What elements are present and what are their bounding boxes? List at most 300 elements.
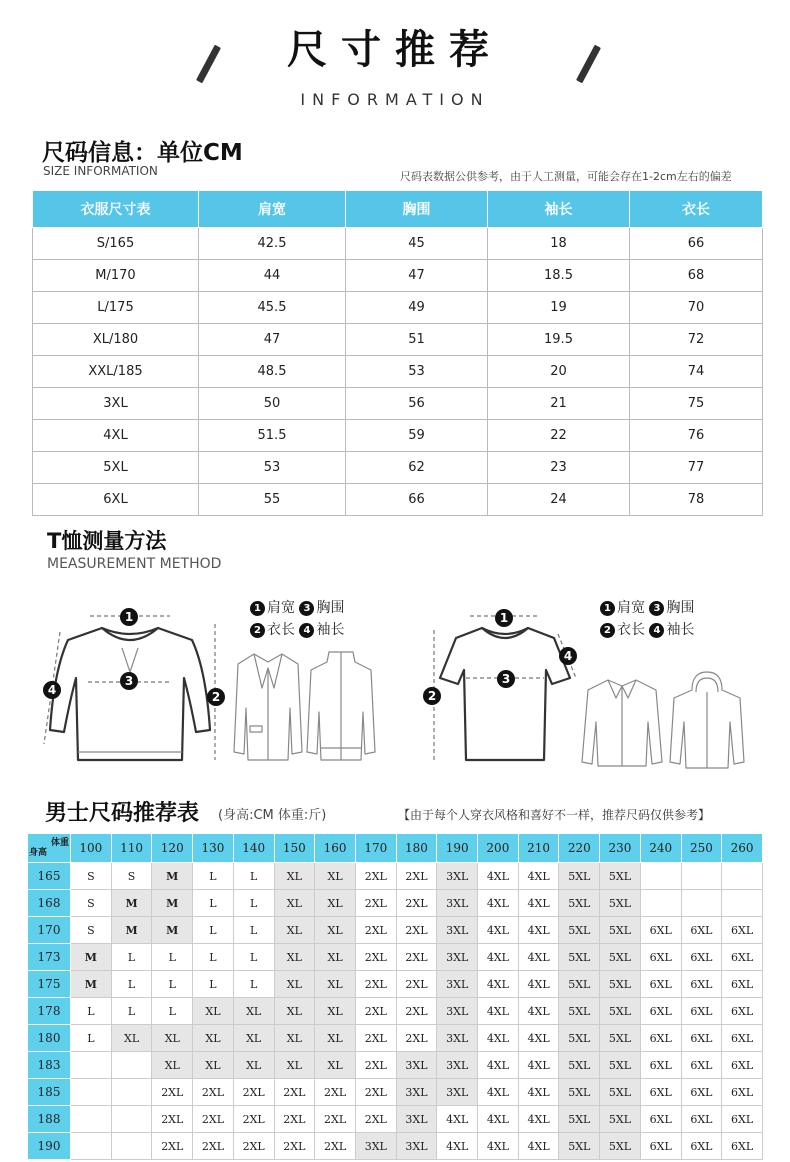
height-header: 178 — [28, 998, 71, 1025]
weight-header: 220 — [559, 834, 600, 863]
size-recommend-cell: 2XL — [233, 1079, 274, 1106]
table-row — [33, 292, 763, 324]
weight-header: 210 — [518, 834, 559, 863]
jacket-sketch — [232, 648, 304, 763]
size-recommend-cell: XL — [315, 917, 356, 944]
badge-chest-tshirt: 3 — [497, 670, 515, 688]
measurement-title-en: MEASUREMENT METHOD — [47, 556, 222, 572]
size-recommend-cell: S — [71, 917, 112, 944]
size-recommend-cell: XL — [274, 998, 315, 1025]
size-recommend-cell: 3XL — [396, 1106, 437, 1133]
legend-right: 1 肩宽 3 胸围 2 衣长 4 袖长 — [600, 597, 694, 641]
size-recommend-cell: 2XL — [355, 944, 396, 971]
size-recommend-cell: 2XL — [355, 890, 396, 917]
size-recommend-cell: 5XL — [559, 863, 600, 890]
size-cell: 66 — [346, 484, 488, 516]
weight-header: 190 — [437, 834, 478, 863]
size-recommend-cell: 4XL — [518, 971, 559, 998]
badge-shoulder-tshirt: 1 — [495, 609, 513, 627]
corner-header — [28, 834, 71, 863]
size-recommend-cell: 6XL — [681, 1052, 722, 1079]
size-recommend-cell: L — [233, 971, 274, 998]
weight-header: 260 — [722, 834, 763, 863]
weight-header: 160 — [315, 834, 356, 863]
size-recommend-cell: 5XL — [559, 1106, 600, 1133]
recommend-table-header — [28, 834, 763, 863]
size-recommend-cell — [681, 890, 722, 917]
size-recommend-cell: 5XL — [600, 890, 641, 917]
size-cell: 5XL — [33, 452, 199, 484]
size-recommend-cell — [111, 1052, 152, 1079]
table-row — [28, 971, 763, 998]
height-header: 190 — [28, 1133, 71, 1160]
size-recommend-cell: XL — [233, 1025, 274, 1052]
size-cell: 74 — [630, 356, 763, 388]
size-recommend-cell: 5XL — [600, 1106, 641, 1133]
table-row — [33, 356, 763, 388]
size-recommend-cell: 2XL — [396, 1025, 437, 1052]
size-recommend-cell: M — [71, 971, 112, 998]
size-recommend-cell: 2XL — [274, 1106, 315, 1133]
size-recommend-cell: 6XL — [722, 1025, 763, 1052]
weight-header: 110 — [111, 834, 152, 863]
size-recommend-cell: 2XL — [355, 917, 396, 944]
weight-header: 250 — [681, 834, 722, 863]
size-recommend-cell: 2XL — [355, 998, 396, 1025]
size-recommend-cell — [71, 1079, 112, 1106]
size-recommend-cell: 2XL — [355, 1052, 396, 1079]
recommend-note: 【由于每个人穿衣风格和喜好不一样，推荐尺码仅供参考】 — [398, 808, 711, 822]
size-recommend-cell: L — [111, 971, 152, 998]
size-recommend-cell — [71, 1106, 112, 1133]
size-recommend-cell: S — [111, 863, 152, 890]
size-cell: XXL/185 — [33, 356, 199, 388]
size-recommend-cell: S — [71, 890, 112, 917]
size-recommend-cell: S — [71, 863, 112, 890]
size-recommend-cell: 5XL — [559, 890, 600, 917]
recommend-title: 男士尺码推荐表 — [45, 801, 200, 826]
page-subtitle: INFORMATION — [300, 90, 490, 109]
size-recommend-cell: 2XL — [315, 1079, 356, 1106]
size-recommend-cell: L — [193, 890, 234, 917]
size-recommend-cell: 2XL — [152, 1079, 193, 1106]
size-recommend-cell: 6XL — [722, 1133, 763, 1160]
measurement-title: T恤测量方法 — [47, 529, 167, 553]
size-recommend-cell: XL — [315, 1025, 356, 1052]
size-recommend-cell: M — [71, 944, 112, 971]
size-recommend-cell: 6XL — [722, 971, 763, 998]
height-header: 173 — [28, 944, 71, 971]
size-recommend-cell: 4XL — [518, 863, 559, 890]
size-recommend-cell: L — [152, 971, 193, 998]
size-cell: 55 — [199, 484, 346, 516]
size-recommend-cell: 6XL — [681, 917, 722, 944]
size-recommend-cell: 2XL — [396, 944, 437, 971]
size-recommend-cell — [722, 863, 763, 890]
size-recommend-cell: 6XL — [722, 1079, 763, 1106]
table-row — [28, 1079, 763, 1106]
size-recommend-cell: 3XL — [396, 1133, 437, 1160]
size-recommend-cell: 6XL — [681, 998, 722, 1025]
size-recommend-cell: L — [111, 998, 152, 1025]
size-recommend-cell: 4XL — [518, 1025, 559, 1052]
size-recommend-cell: XL — [315, 971, 356, 998]
size-cell: 47 — [199, 324, 346, 356]
size-recommend-cell — [640, 890, 681, 917]
size-recommend-cell: 6XL — [681, 1133, 722, 1160]
size-recommend-cell: M — [111, 917, 152, 944]
table-row — [28, 1052, 763, 1079]
size-recommend-cell: 2XL — [152, 1106, 193, 1133]
size-recommend-cell: XL — [315, 863, 356, 890]
size-recommend-cell: 6XL — [640, 944, 681, 971]
size-recommend-cell: 3XL — [396, 1079, 437, 1106]
size-recommend-cell: 3XL — [437, 863, 478, 890]
size-cell: 21 — [488, 388, 630, 420]
size-col-header: 袖长 — [488, 191, 630, 228]
size-recommend-cell: L — [111, 944, 152, 971]
size-recommend-cell: 2XL — [355, 1079, 396, 1106]
size-cell: 68 — [630, 260, 763, 292]
size-recommend-cell: 4XL — [518, 1133, 559, 1160]
size-recommend-cell: 3XL — [437, 1079, 478, 1106]
size-recommend-cell: 3XL — [396, 1052, 437, 1079]
size-recommend-cell: L — [193, 944, 234, 971]
table-row — [28, 1025, 763, 1052]
size-recommend-cell: L — [233, 944, 274, 971]
size-recommend-cell: 5XL — [559, 971, 600, 998]
size-cell: 3XL — [33, 388, 199, 420]
weight-header: 240 — [640, 834, 681, 863]
size-recommend-cell: XL — [274, 1052, 315, 1079]
hoodie-sketch — [668, 670, 746, 770]
size-recommend-cell: XL — [274, 1025, 315, 1052]
badge-length-tshirt: 2 — [423, 687, 441, 705]
size-cell: M/170 — [33, 260, 199, 292]
size-recommend-cell: XL — [315, 890, 356, 917]
size-recommend-cell — [640, 863, 681, 890]
size-recommend-cell: 2XL — [193, 1079, 234, 1106]
recommend-table — [27, 833, 763, 1160]
size-recommend-cell: 5XL — [559, 1025, 600, 1052]
size-recommend-cell: 2XL — [233, 1106, 274, 1133]
size-cell: 20 — [488, 356, 630, 388]
size-recommend-cell: 4XL — [518, 1052, 559, 1079]
size-recommend-cell — [111, 1106, 152, 1133]
size-recommend-cell: XL — [315, 998, 356, 1025]
weight-header: 130 — [193, 834, 234, 863]
shirt-sketch — [580, 676, 665, 768]
size-recommend-cell: L — [152, 944, 193, 971]
badge-sleeve-tshirt: 4 — [559, 647, 577, 665]
size-recommend-cell: 6XL — [640, 1079, 681, 1106]
zip-jacket-sketch — [305, 648, 377, 763]
height-header: 168 — [28, 890, 71, 917]
size-recommend-cell: 4XL — [478, 1052, 519, 1079]
size-recommend-cell: 2XL — [396, 917, 437, 944]
height-header: 165 — [28, 863, 71, 890]
size-recommend-cell: 4XL — [518, 1106, 559, 1133]
size-recommend-cell: 5XL — [559, 917, 600, 944]
size-recommend-cell: 6XL — [681, 1106, 722, 1133]
size-recommend-cell: 2XL — [355, 1106, 396, 1133]
size-recommend-cell — [71, 1052, 112, 1079]
size-cell: 72 — [630, 324, 763, 356]
size-recommend-cell — [111, 1133, 152, 1160]
weight-header: 140 — [233, 834, 274, 863]
badge-chest: 3 — [120, 672, 138, 690]
size-recommend-cell: 4XL — [437, 1106, 478, 1133]
size-recommend-cell: 2XL — [396, 863, 437, 890]
size-info-title-en: SIZE INFORMATION — [43, 164, 158, 178]
size-recommend-cell: L — [193, 971, 234, 998]
table-row — [33, 484, 763, 516]
size-recommend-cell: XL — [193, 1025, 234, 1052]
size-recommend-cell: 3XL — [437, 998, 478, 1025]
size-recommend-cell: 6XL — [722, 998, 763, 1025]
size-recommend-cell: 2XL — [396, 971, 437, 998]
size-recommend-cell: 5XL — [559, 1133, 600, 1160]
size-recommend-cell: XL — [274, 890, 315, 917]
size-recommend-cell: 3XL — [437, 890, 478, 917]
size-recommend-cell: L — [233, 863, 274, 890]
size-cell: 48.5 — [199, 356, 346, 388]
size-recommend-cell — [111, 1079, 152, 1106]
size-recommend-cell: L — [233, 917, 274, 944]
size-recommend-cell: L — [71, 998, 112, 1025]
table-row — [33, 228, 763, 260]
size-recommend-cell: 6XL — [722, 1052, 763, 1079]
weight-header: 170 — [355, 834, 396, 863]
size-info-title: 尺码信息：单位CM — [42, 140, 243, 166]
size-recommend-cell: 2XL — [355, 971, 396, 998]
size-col-header: 胸围 — [346, 191, 488, 228]
table-row — [28, 890, 763, 917]
size-cell: 4XL — [33, 420, 199, 452]
size-recommend-cell: M — [152, 863, 193, 890]
size-recommend-cell: XL — [111, 1025, 152, 1052]
size-recommend-cell: 4XL — [518, 890, 559, 917]
height-header: 183 — [28, 1052, 71, 1079]
size-recommend-cell: 2XL — [274, 1133, 315, 1160]
size-recommend-cell — [681, 863, 722, 890]
height-header: 188 — [28, 1106, 71, 1133]
size-cell: 19 — [488, 292, 630, 324]
size-cell: 47 — [346, 260, 488, 292]
size-recommend-cell: 3XL — [355, 1133, 396, 1160]
size-recommend-cell: 4XL — [478, 1079, 519, 1106]
badge-shoulder: 1 — [120, 608, 138, 626]
size-recommend-cell: XL — [193, 998, 234, 1025]
size-recommend-cell: 4XL — [478, 944, 519, 971]
size-cell: 53 — [199, 452, 346, 484]
size-cell: 18 — [488, 228, 630, 260]
table-row — [33, 388, 763, 420]
size-recommend-cell: 5XL — [559, 1052, 600, 1079]
corner-weight-label: 体重 — [50, 838, 69, 848]
table-row — [28, 863, 763, 890]
size-recommend-cell: M — [152, 917, 193, 944]
size-recommend-cell: L — [152, 998, 193, 1025]
size-cell: 76 — [630, 420, 763, 452]
size-cell: L/175 — [33, 292, 199, 324]
table-row — [33, 324, 763, 356]
size-cell: XL/180 — [33, 324, 199, 356]
size-recommend-cell: 5XL — [600, 917, 641, 944]
table-row — [33, 452, 763, 484]
size-cell: 78 — [630, 484, 763, 516]
size-recommend-cell: 2XL — [152, 1133, 193, 1160]
badge-length: 2 — [207, 688, 225, 706]
size-cell: 51 — [346, 324, 488, 356]
size-info-note: 尺码表数据公供参考，由于人工测量，可能会存在1-2cm左右的偏差 — [400, 170, 732, 183]
size-cell: 42.5 — [199, 228, 346, 260]
size-recommend-cell: 4XL — [478, 863, 519, 890]
size-recommend-cell: 4XL — [478, 1025, 519, 1052]
table-row — [28, 1106, 763, 1133]
size-cell: 19.5 — [488, 324, 630, 356]
height-header: 185 — [28, 1079, 71, 1106]
size-cell: 24 — [488, 484, 630, 516]
size-recommend-cell: 6XL — [640, 971, 681, 998]
size-recommend-cell: 2XL — [274, 1079, 315, 1106]
size-recommend-cell: 6XL — [640, 917, 681, 944]
size-cell: 23 — [488, 452, 630, 484]
recommend-units: (身高:CM 体重:斤) — [218, 808, 327, 823]
corner-height-label: 身高 — [29, 848, 48, 858]
size-cell: 70 — [630, 292, 763, 324]
size-cell: 50 — [199, 388, 346, 420]
size-recommend-cell: 3XL — [437, 917, 478, 944]
size-recommend-cell: 4XL — [478, 1106, 519, 1133]
size-recommend-cell: 5XL — [600, 1079, 641, 1106]
size-recommend-cell: 2XL — [355, 1025, 396, 1052]
size-recommend-cell: 5XL — [559, 1079, 600, 1106]
size-recommend-cell: 4XL — [478, 971, 519, 998]
weight-header: 230 — [600, 834, 641, 863]
size-recommend-cell: 6XL — [722, 944, 763, 971]
size-recommend-cell: XL — [152, 1025, 193, 1052]
size-recommend-cell: 5XL — [600, 971, 641, 998]
size-cell: 62 — [346, 452, 488, 484]
size-recommend-cell: 4XL — [478, 917, 519, 944]
size-recommend-cell: XL — [274, 944, 315, 971]
size-recommend-cell: L — [193, 863, 234, 890]
size-recommend-cell: 5XL — [600, 944, 641, 971]
size-recommend-cell: 6XL — [640, 998, 681, 1025]
size-cell: 22 — [488, 420, 630, 452]
size-cell: 75 — [630, 388, 763, 420]
size-recommend-cell: 2XL — [396, 998, 437, 1025]
size-recommend-cell: L — [193, 917, 234, 944]
size-recommend-cell: 2XL — [315, 1106, 356, 1133]
size-recommend-cell: 5XL — [600, 1025, 641, 1052]
size-recommend-cell: 4XL — [518, 917, 559, 944]
weight-header: 120 — [152, 834, 193, 863]
size-recommend-cell: 2XL — [355, 863, 396, 890]
weight-header: 150 — [274, 834, 315, 863]
size-col-header: 衣服尺寸表 — [33, 191, 199, 228]
size-cell: 45.5 — [199, 292, 346, 324]
weight-header: 180 — [396, 834, 437, 863]
size-recommend-cell: M — [111, 890, 152, 917]
size-cell: 59 — [346, 420, 488, 452]
size-recommend-cell: 6XL — [640, 1052, 681, 1079]
size-recommend-cell: XL — [315, 1052, 356, 1079]
height-header: 180 — [28, 1025, 71, 1052]
size-recommend-cell: 6XL — [640, 1133, 681, 1160]
size-cell: 51.5 — [199, 420, 346, 452]
size-recommend-cell: 2XL — [396, 890, 437, 917]
size-recommend-cell: 6XL — [722, 917, 763, 944]
size-recommend-cell: 6XL — [681, 971, 722, 998]
table-row — [33, 260, 763, 292]
size-recommend-cell: 6XL — [681, 1079, 722, 1106]
weight-header: 100 — [71, 834, 112, 863]
size-recommend-cell: 6XL — [681, 944, 722, 971]
size-cell: S/165 — [33, 228, 199, 260]
weight-header: 200 — [478, 834, 519, 863]
size-recommend-cell: 2XL — [193, 1106, 234, 1133]
size-recommend-cell: 4XL — [437, 1133, 478, 1160]
size-recommend-cell: 4XL — [478, 998, 519, 1025]
size-recommend-cell: 5XL — [559, 998, 600, 1025]
size-recommend-cell: L — [71, 1025, 112, 1052]
table-row — [28, 1133, 763, 1160]
size-recommend-cell: XL — [152, 1052, 193, 1079]
size-recommend-cell: 5XL — [600, 998, 641, 1025]
size-col-header: 肩宽 — [199, 191, 346, 228]
size-recommend-cell: 5XL — [600, 1052, 641, 1079]
size-recommend-cell: 4XL — [478, 890, 519, 917]
size-recommend-cell: XL — [274, 971, 315, 998]
size-recommend-cell: M — [152, 890, 193, 917]
table-row — [28, 998, 763, 1025]
size-recommend-cell: 4XL — [478, 1133, 519, 1160]
size-recommend-cell: 5XL — [600, 863, 641, 890]
size-cell: 45 — [346, 228, 488, 260]
height-header: 170 — [28, 917, 71, 944]
size-recommend-cell: 6XL — [640, 1025, 681, 1052]
size-recommend-cell: 6XL — [722, 1106, 763, 1133]
size-cell: 6XL — [33, 484, 199, 516]
size-recommend-cell — [71, 1133, 112, 1160]
size-recommend-cell: XL — [193, 1052, 234, 1079]
size-table — [32, 190, 763, 516]
badge-sleeve: 4 — [43, 681, 61, 699]
size-cell: 77 — [630, 452, 763, 484]
size-recommend-cell: 2XL — [193, 1133, 234, 1160]
table-row — [28, 944, 763, 971]
size-recommend-cell: XL — [233, 1052, 274, 1079]
size-cell: 56 — [346, 388, 488, 420]
size-cell: 44 — [199, 260, 346, 292]
size-recommend-cell: 3XL — [437, 1052, 478, 1079]
size-recommend-cell: XL — [274, 917, 315, 944]
size-recommend-cell: XL — [233, 998, 274, 1025]
size-recommend-cell: 3XL — [437, 1025, 478, 1052]
size-cell: 53 — [346, 356, 488, 388]
size-cell: 66 — [630, 228, 763, 260]
size-recommend-cell: 6XL — [681, 1025, 722, 1052]
size-recommend-cell: 4XL — [518, 944, 559, 971]
size-recommend-cell: 3XL — [437, 971, 478, 998]
size-recommend-cell: 5XL — [559, 944, 600, 971]
size-table-header — [33, 191, 763, 228]
size-recommend-cell: 2XL — [233, 1133, 274, 1160]
table-row — [28, 917, 763, 944]
size-recommend-cell: 4XL — [518, 1079, 559, 1106]
